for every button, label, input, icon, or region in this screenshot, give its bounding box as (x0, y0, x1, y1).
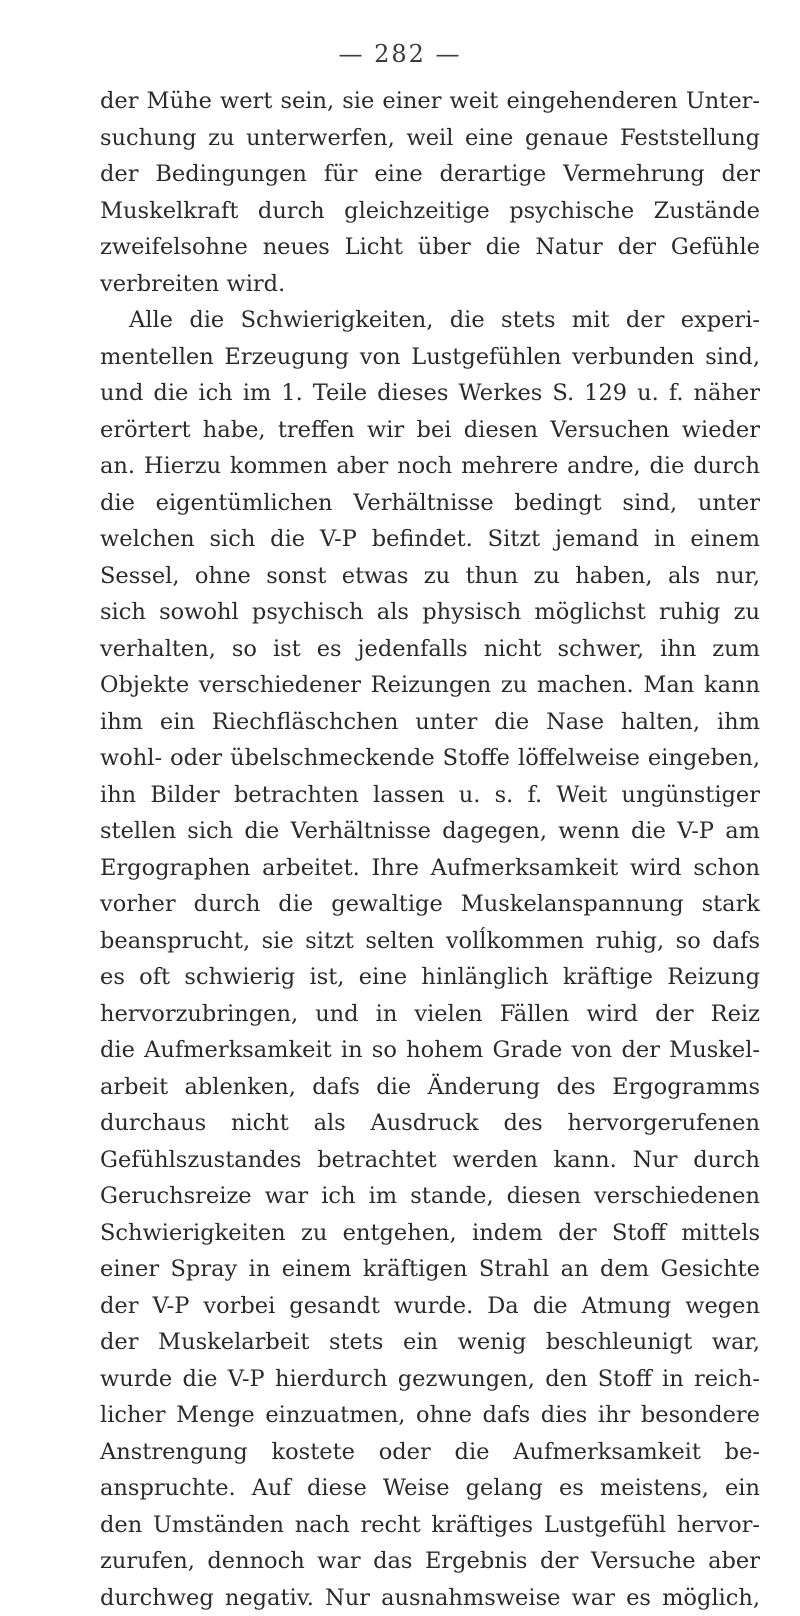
text-line: wurde die V-P hierdurch gezwungen, den Stoff in reich- (100, 1361, 760, 1398)
text-line: den Umständen nach recht kräftiges Lustgefühl hervor- (100, 1507, 760, 1544)
text-line: stellen sich die Verhältnisse dagegen, wenn die V-P am (100, 813, 760, 850)
text-line: Alle die Schwierigkeiten, die stets mit der experi- (100, 302, 760, 339)
text-line: wohl- oder übelschmeckende Stoffe löffelweise eingeben, (100, 740, 760, 777)
text-line: der Muskelarbeit stets ein wenig beschleunigt war, (100, 1324, 760, 1361)
text-line: arbeit ablenken, dafs die Änderung des Ergogramms (100, 1069, 760, 1106)
text-line: zweifelsohne neues Licht über die Natur der Gefühle (100, 229, 760, 266)
text-line: Anstrengung kostete oder die Aufmerksamkeit be- (100, 1434, 760, 1471)
text-line: es oft schwierig ist, eine hinlänglich kräftige Reizung (100, 959, 760, 996)
text-line: Objekte verschiedener Reizungen zu machen. Man kann (100, 667, 760, 704)
text-line: ihm ein Riechfläschchen unter die Nase halten, ihm (100, 704, 760, 741)
text-line: die Aufmerksamkeit in so hohem Grade von der Muskel- (100, 1032, 760, 1069)
text-line: der Mühe wert sein, sie einer weit eingehenderen Unter- (100, 83, 760, 120)
text-line: durchweg negativ. Nur ausnahmsweise war es möglich, (100, 1580, 760, 1616)
text-line: mentellen Erzeugung von Lustgefühlen verbunden sind, (100, 339, 760, 376)
text-line: welchen sich die V-P befindet. Sitzt jemand in einem (100, 521, 760, 558)
text-line: suchung zu unterwerfen, weil eine genaue Feststellung (100, 120, 760, 157)
page-number: — 282 — (0, 40, 800, 68)
text-line: und die ich im 1. Teile dieses Werkes S. 129 u. f. näher (100, 375, 760, 412)
text-line: Muskelkraft durch gleichzeitige psychische Zustände (100, 193, 760, 230)
text-line: zurufen, dennoch war das Ergebnis der Versuche aber (100, 1543, 760, 1580)
text-line: an. Hierzu kommen aber noch mehrere andre, die durch (100, 448, 760, 485)
text-line: erörtert habe, treffen wir bei diesen Versuchen wieder (100, 412, 760, 449)
text-line: der Bedingungen für eine derartige Vermehrung der (100, 156, 760, 193)
text-line: hervorzubringen, und in vielen Fällen wird der Reiz (100, 996, 760, 1033)
text-line: verhalten, so ist es jedenfalls nicht schwer, ihn zum (100, 631, 760, 668)
text-line: vorher durch die gewaltige Muskelanspannung stark (100, 886, 760, 923)
text-line: sich sowohl psychisch als physisch möglichst ruhig zu (100, 594, 760, 631)
text-line: Geruchsreize war ich im stande, diesen verschiedenen (100, 1178, 760, 1215)
text-line: ihn Bilder betrachten lassen u. s. f. Weit ungünstiger (100, 777, 760, 814)
text-line: der V-P vorbei gesandt wurde. Da die Atmung wegen (100, 1288, 760, 1325)
text-line: Schwierigkeiten zu entgehen, indem der Stoff mittels (100, 1215, 760, 1252)
text-line: verbreiten wird. (100, 266, 760, 303)
text-line: anspruchte. Auf diese Weise gelang es meistens, ein (100, 1470, 760, 1507)
text-line: Gefühlszustandes betrachtet werden kann. Nur durch (100, 1142, 760, 1179)
text-line: Sessel, ohne sonst etwas zu thun zu haben, als nur, (100, 558, 760, 595)
body-text (100, 83, 760, 1616)
text-line: Ergographen arbeitet. Ihre Aufmerksamkeit wird schon (100, 850, 760, 887)
text-line: licher Menge einzuatmen, ohne dafs dies ihr besondere (100, 1397, 760, 1434)
text-line: einer Spray in einem kräftigen Strahl an dem Gesichte (100, 1251, 760, 1288)
text-line: beansprucht, sie sitzt selten volĺkommen ruhig, so dafs (100, 923, 760, 960)
text-line: durchaus nicht als Ausdruck des hervorgerufenen (100, 1105, 760, 1142)
text-line: die eigentümlichen Verhältnisse bedingt sind, unter (100, 485, 760, 522)
